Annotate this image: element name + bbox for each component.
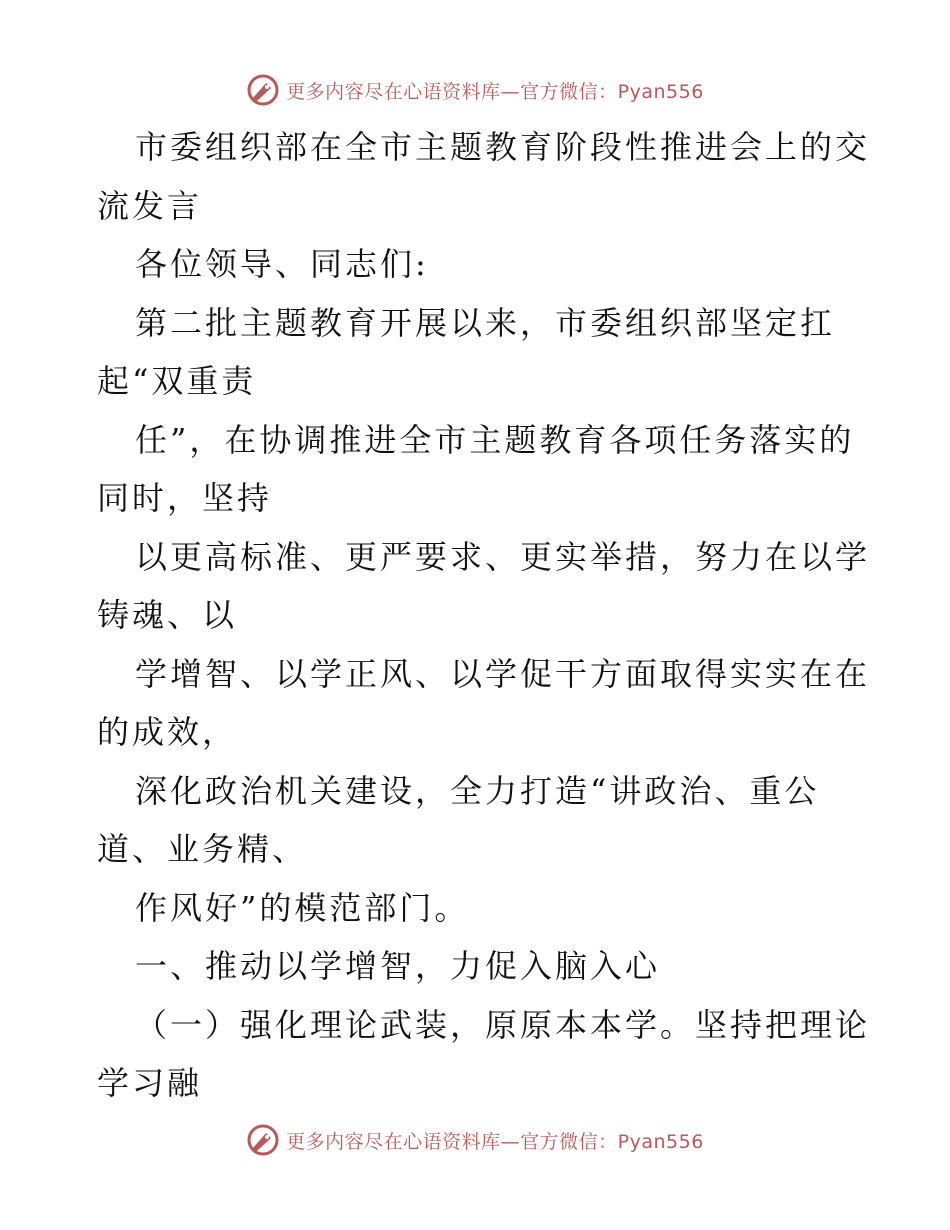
document-line: （一）强化理论武装，原原本本学。坚持把理论 xyxy=(135,1005,871,1044)
footer-watermark xyxy=(0,1120,950,1160)
document-line: 深化政治机关建设，全力打造“讲政治、重公 xyxy=(135,771,820,810)
document-line: 第二批主题教育开展以来，市委组织部坚定扛 xyxy=(135,303,836,342)
watermark-text: 更多内容尽在心语资料库—官方微信：Pyan556 xyxy=(286,1130,704,1153)
document-line: 道、业务精、 xyxy=(97,830,308,868)
document-line: 铸魂、以 xyxy=(97,596,238,634)
pen-nib-logo-icon xyxy=(246,1123,280,1157)
watermark-text: 更多内容尽在心语资料库—官方微信：Pyan556 xyxy=(286,80,704,103)
document-body xyxy=(97,118,871,1113)
document-line: 各位领导、同志们: xyxy=(135,245,429,283)
document-line: 流发言 xyxy=(97,186,203,225)
document-line: 市委组织部在全市主题教育阶段性推进会上的交 xyxy=(135,128,871,166)
document-line: 同时，坚持 xyxy=(97,479,273,517)
document-line: 的成效， xyxy=(97,713,238,751)
document-line: 起“双重责 xyxy=(97,362,257,400)
pen-nib-logo-icon xyxy=(246,73,280,107)
document-line: 以更高标准、更严要求、更实举措，努力在以学 xyxy=(135,537,871,576)
document-line: 学增智、以学正风、以学促干方面取得实实在在 xyxy=(135,654,871,693)
document-line: 任”，在协调推进全市主题教育各项任务落实的 xyxy=(135,420,855,459)
header-watermark xyxy=(0,70,950,110)
document-line: 学习融 xyxy=(97,1064,203,1102)
document-line: 一、推动以学增智，力促入脑入心 xyxy=(135,947,661,985)
document-line: 作风好”的模范部门。 xyxy=(135,888,470,927)
